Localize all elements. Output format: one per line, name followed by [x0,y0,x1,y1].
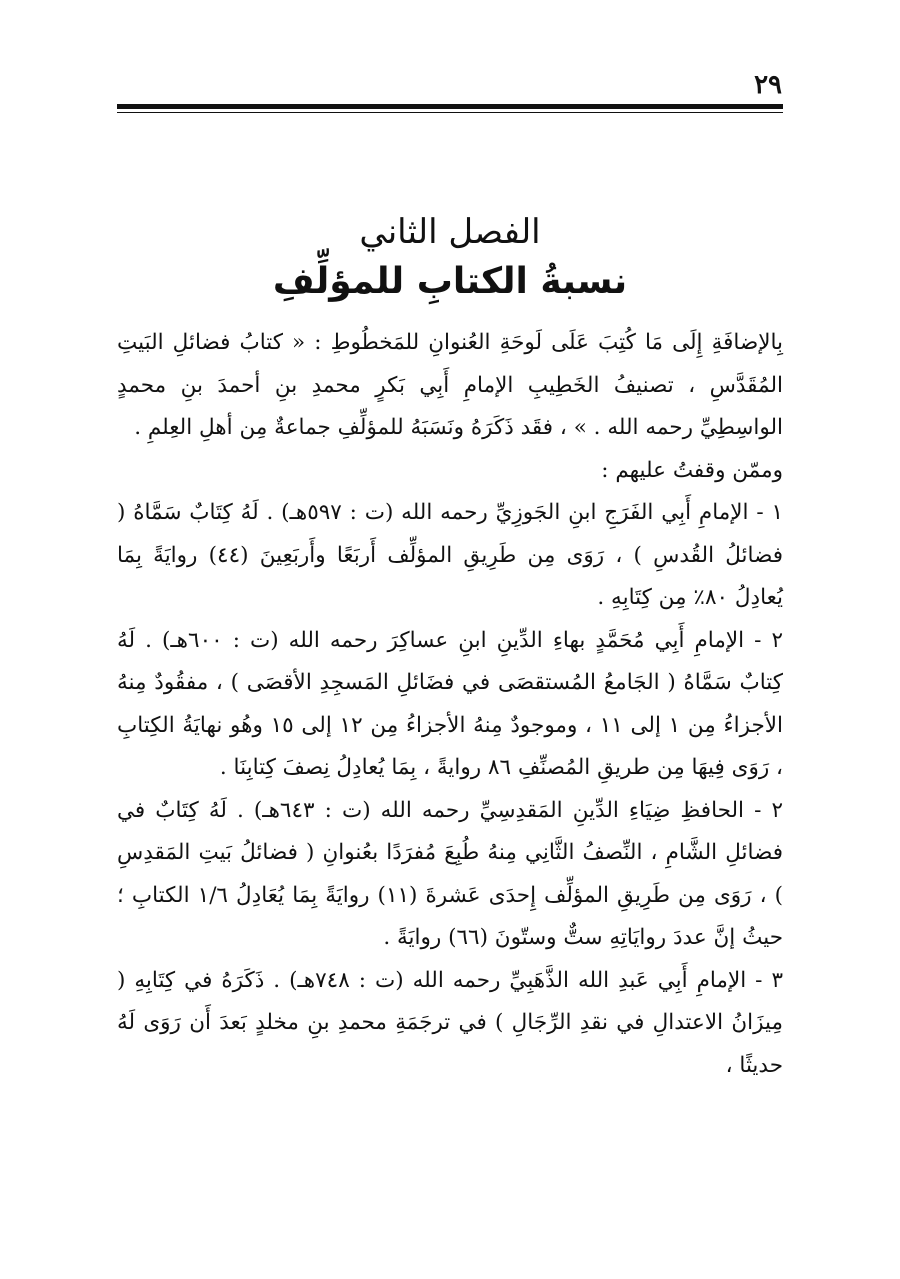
body-text [117,322,783,1087]
section-title: نسبةُ الكتابِ للمؤلِّفِ [272,261,628,302]
paragraph-item-1: ١ - الإمامِ أَبِي الفَرَجِ ابنِ الجَوزِيِّ رحمه الله (ت : ٥٩٧هـ) . لَهُ كِتَابٌ سَمَّاهُ ( فضائلُ القُدسِ ) ، رَوَى مِن طَرِيقِ المؤلِّف أَربَعًا وأَربَعِينَ (٤٤) روايَةً بِمَا يُعادِلُ ٨٠٪ مِن كِتَابِهِ . [117,500,783,610]
page-number: ٢٩ [754,70,782,100]
header-rule-thin [117,112,783,113]
header-rule-thick [117,104,783,109]
paragraph-item-3: ٢ - الحافظِ ضِيَاءِ الدِّينِ المَقدِسِيِّ رحمه الله (ت : ٦٤٣هـ) . لَهُ كِتَابٌ في فضائلِ الشَّامِ ، النِّصفُ الثَّانِي مِنهُ طُبِعَ مُفرَدًا بعُنوانِ ( فضائلُ بَيتِ المَقدِسِ ) ، رَوَى مِن طَرِيقِ المؤلِّف إِحدَى عَشرةَ (١١) روايَةً بِمَا يُعَادِلُ ١/٦ الكتابِ ؛ حيثُ إنَّ عددَ روايَاتِهِ ستٌّ وستّونَ (٦٦) روايَةً . [117,797,783,950]
paragraph-intro: بِالإضافَةِ إِلَى مَا كُتِبَ عَلَى لَوحَةِ العُنوانِ للمَخطُوطِ : « كتابُ فضائلِ البَيتِ المُقَدَّسِ ، تصنيفُ الخَطِيبِ الإمامِ أَبِي بَكرٍ محمدِ بنِ أحمدَ بنِ محمدٍ الواسِطِيِّ رحمه الله . » ، فقَد ذَكَرَهُ ونَسَبَهُ للمؤلِّفِ جماعةٌ مِن أهلِ العِلمِ . [117,330,783,440]
chapter-title: الفصل الثاني [359,212,541,252]
paragraph-item-4: ٣ - الإمامِ أَبِي عَبدِ الله الذَّهَبِيِّ رحمه الله (ت : ٧٤٨هـ) . ذَكَرَهُ في كِتَابِهِ ( مِيزَانُ الاعتدالِ في نقدِ الرِّجَالِ ) في ترجَمَةِ محمدِ بنِ مخلدٍ بَعدَ أَن رَوَى لَهُ حديثًا ، [117,967,783,1078]
paragraph-item-2: ٢ - الإمامِ أَبِي مُحَمَّدٍ بهاءِ الدِّينِ ابنِ عساكِرَ رحمه الله (ت : ٦٠٠هـ) . لَهُ كِتابٌ سَمَّاهُ ( الجَامعُ المُستقصَى في فضَائلِ المَسجِدِ الأقصَى ) ، مفقُودٌ مِنهُ الأجزاءُ مِن ١ إلى ١١ ، وموجودٌ مِنهُ الأجزاءُ مِن ١٢ إلى ١٥ وهُو نهايَةُ الكِتابِ ، رَوَى فِيهَا مِن طريقِ المُصنِّفِ ٨٦ روايةً ، بِمَا يُعادِلُ نِصفَ كِتابِنَا . [117,627,784,780]
paragraph-lead-in: وممّن وقفتُ عليهم : [601,457,783,483]
